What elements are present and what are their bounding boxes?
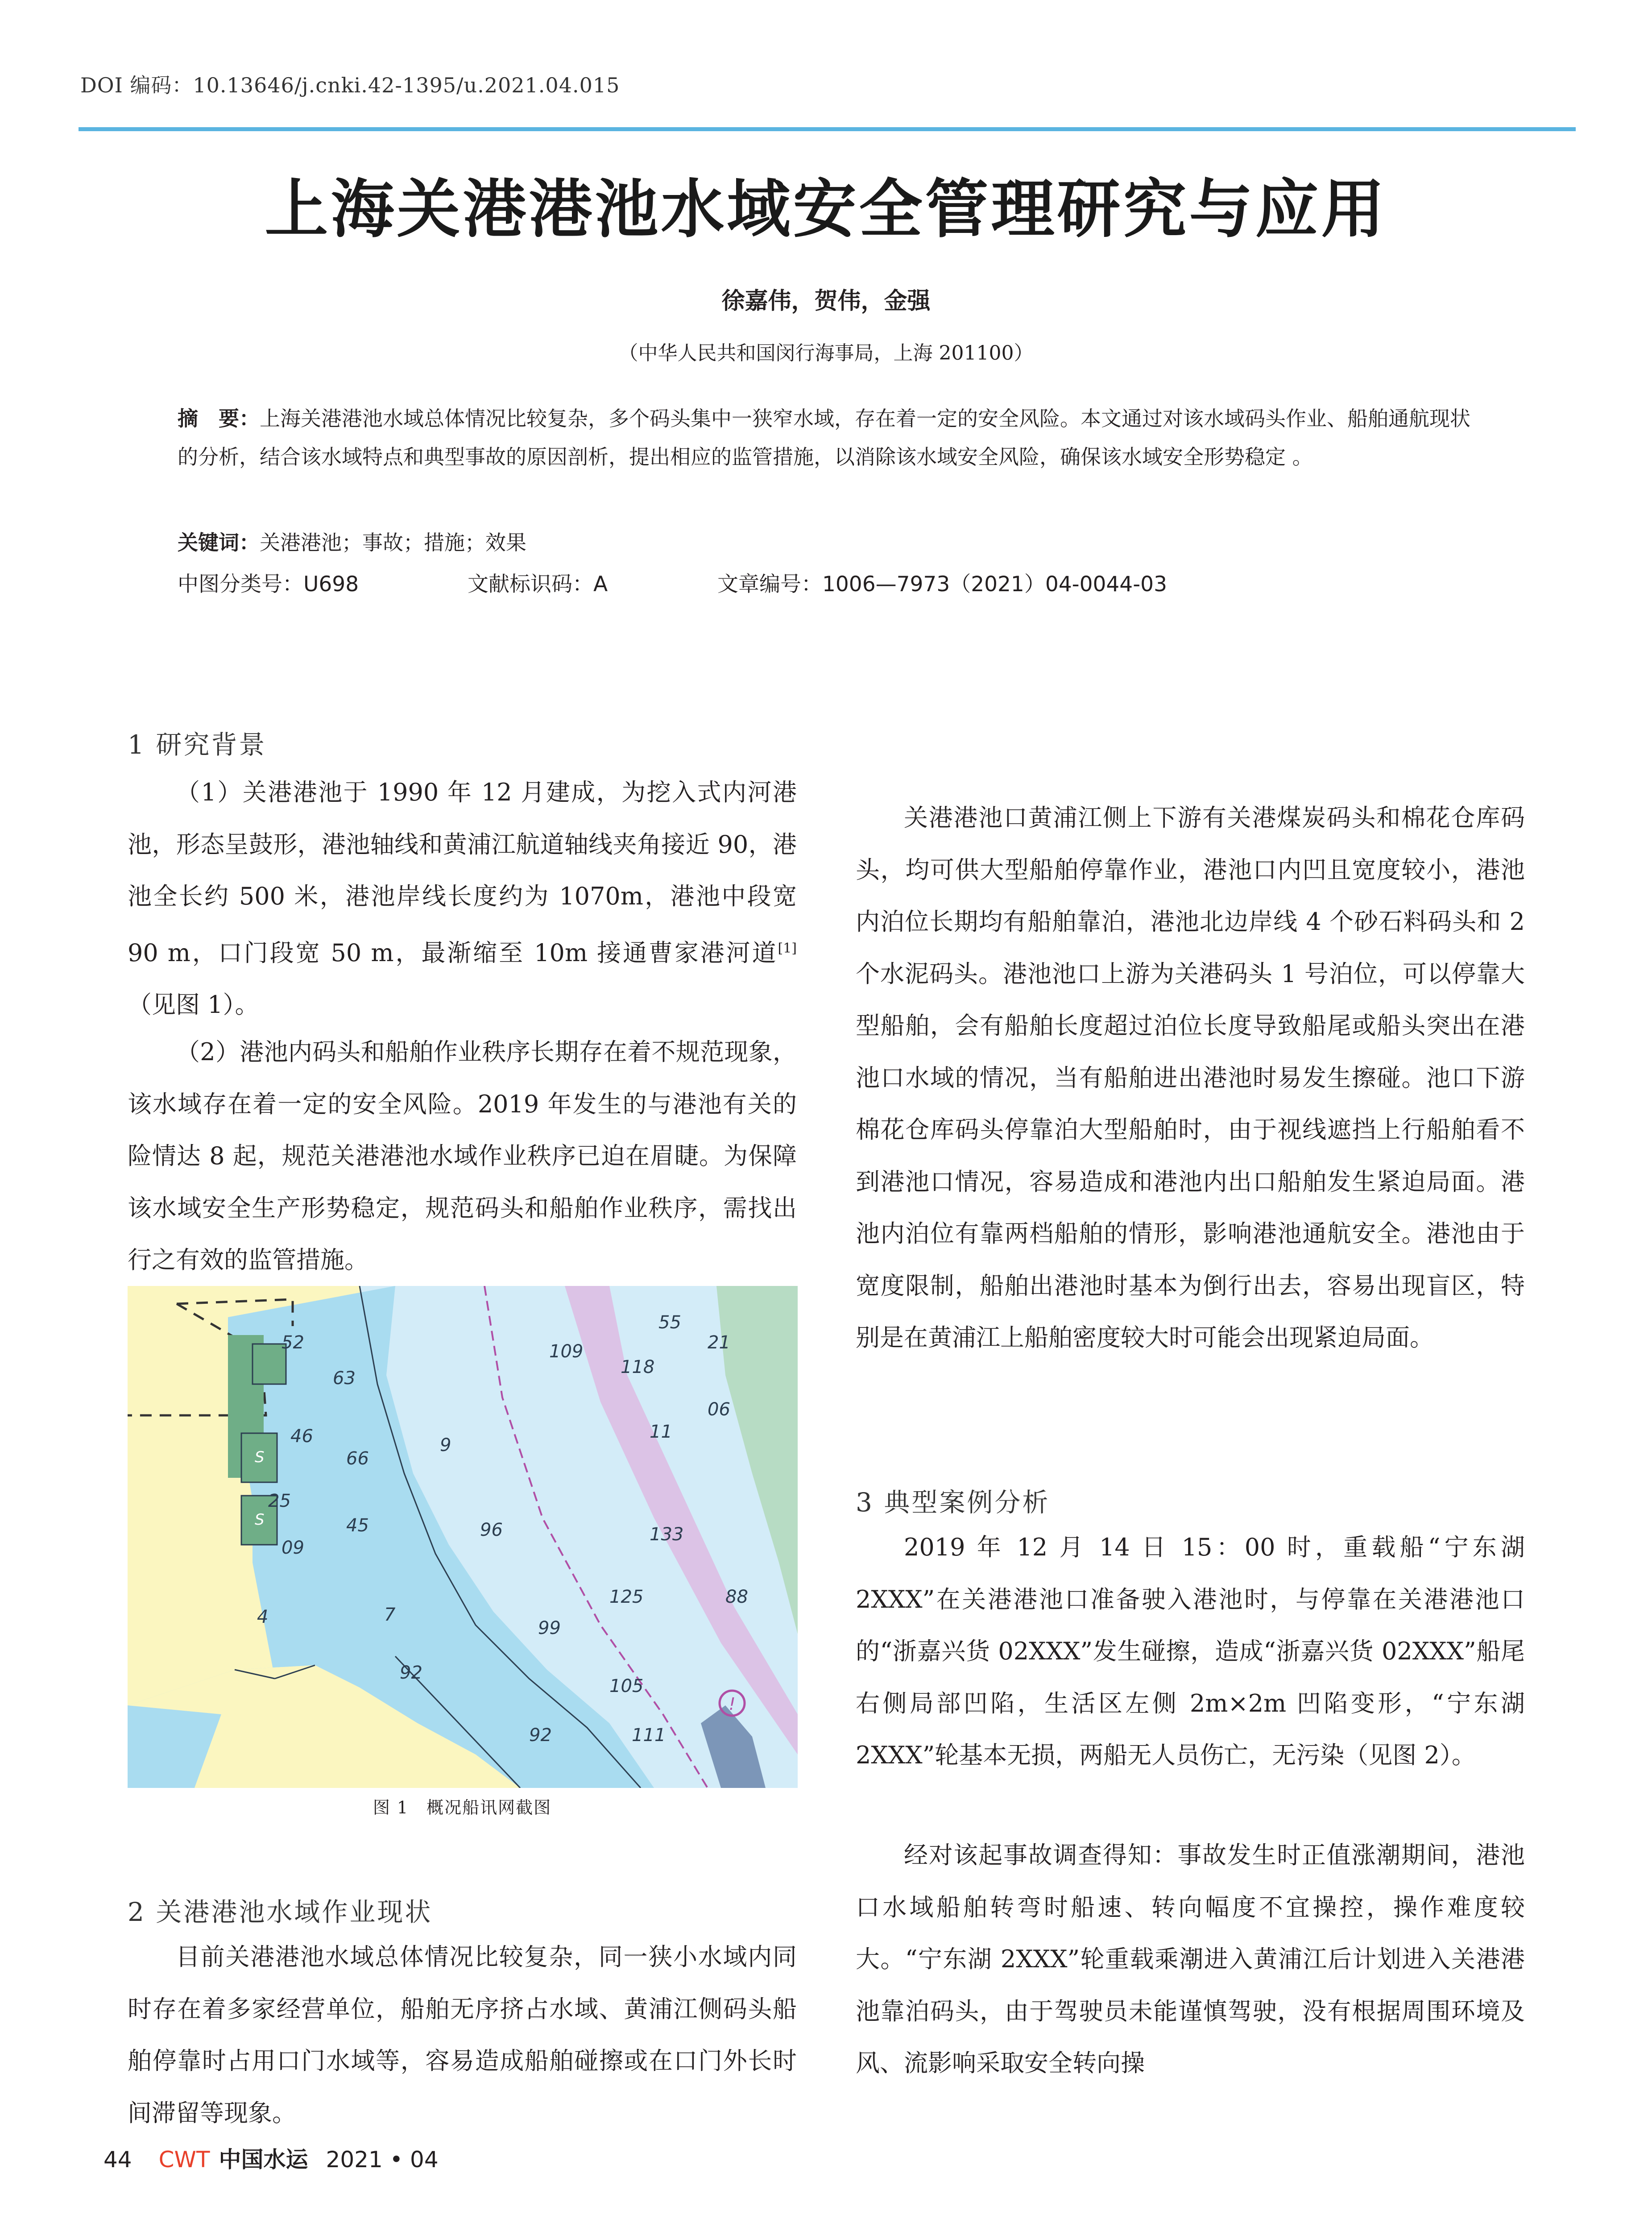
figure-1-caption: 图 1 概况船讯网截图 <box>373 1798 552 1817</box>
berth-1 <box>253 1344 286 1384</box>
depth-label: 55 <box>658 1312 681 1333</box>
berth-mark: S <box>255 1511 265 1529</box>
document-code: 文献标识码：A <box>468 572 608 597</box>
depth-label: 99 <box>538 1618 561 1638</box>
keywords <box>178 527 526 556</box>
keywords-label: 关键词： <box>178 531 260 555</box>
depth-label: 21 <box>708 1332 730 1353</box>
magazine-name: 中国水运 <box>219 2146 308 2173</box>
citation-ref[interactable]: [1] <box>778 940 797 956</box>
section-2-heading: 2 关港港池水域作业现状 <box>128 1897 433 1927</box>
clc-number: 中图分类号：U698 <box>178 572 359 597</box>
depth-label: 96 <box>480 1520 503 1540</box>
authors: 徐嘉伟，贺伟，金强 <box>721 288 931 315</box>
article-number: 文章编号：1006—7973（2021）04-0044-03 <box>717 572 1167 597</box>
keywords-text: 关港港池；事故；措施；效果 <box>260 531 526 555</box>
depth-label: 66 <box>346 1448 369 1469</box>
section-1-paragraph-1 <box>128 767 797 1031</box>
header-rule <box>79 127 1576 131</box>
depth-label: 52 <box>282 1332 304 1353</box>
issue-number: 2021 • 04 <box>326 2147 439 2173</box>
paper-title: 上海关港港池水域安全管理研究与应用 <box>265 172 1387 246</box>
depth-label: 45 <box>346 1515 369 1536</box>
svg-text:!: ! <box>729 1694 736 1714</box>
depth-label: 06 <box>708 1399 730 1420</box>
depth-label: 92 <box>400 1663 422 1683</box>
depth-label: 25 <box>268 1491 291 1511</box>
land-strip <box>128 1487 168 1603</box>
section-3-paragraph-2: 经对该起事故调查得知：事故发生时正值涨潮期间，港池口水域船舶转弯时船速、转向幅度不宜操控，操作难度较大。“宁东湖 2XXX”轮重载乘潮进入黄浦江后计划进入关港港池靠泊码头，由于驾驶员未能谨慎驾驶，没有根据周围环境及风、流影响采取安全转向操 <box>856 1841 1525 2077</box>
depth-label: 105 <box>609 1676 644 1696</box>
depth-label: 4 <box>257 1607 269 1627</box>
section-1-paragraph-1-end: （见图 1）。 <box>128 991 259 1019</box>
page-number: 44 <box>104 2147 132 2173</box>
depth-label: 92 <box>529 1725 552 1746</box>
section-3-heading: 3 典型案例分析 <box>856 1487 1050 1518</box>
depth-label: 118 <box>621 1357 655 1377</box>
page-footer <box>104 2142 439 2174</box>
doi-line: DOI 编码：10.13646/j.cnki.42-1395/u.2021.04.015 <box>80 73 620 97</box>
cwt-logo: CWT <box>158 2147 210 2173</box>
depth-label: 9 <box>440 1435 451 1456</box>
section-2-paragraph-1: 目前关港港池水域总体情况比较复杂，同一狭小水域内同时存在着多家经营单位，船舶无序挤占水域、黄浦江侧码头船舶停靠时占用口门水域等，容易造成船舶碰擦或在口门外长时间滞留等现象。 <box>128 1943 797 2127</box>
classification-line <box>178 568 1167 597</box>
depth-label: 63 <box>333 1368 356 1389</box>
depth-label: 109 <box>549 1341 584 1362</box>
figure-1-map <box>128 1286 798 1788</box>
depth-label: 7 <box>384 1605 396 1625</box>
depth-label: 88 <box>725 1587 748 1607</box>
abstract <box>178 399 1480 476</box>
berth-mark: S <box>255 1448 265 1466</box>
section-3-paragraph-1: 2019 年 12 月 14 日 15：00 时，重载船“宁东湖 2XXX”在关港港池口准备驶入港池时，与停靠在关港港池口的“浙嘉兴货 02XXX”发生碰擦，造成“浙嘉兴货 02XXX”船尾右侧局部凹陷，生活区左侧 2m×2m 凹陷变形，“宁东湖 2XXX”轮基本无损，两船无人员伤亡，无污染（见图 2）。 <box>856 1533 1525 1769</box>
depth-label: 46 <box>290 1426 313 1447</box>
depth-label: 111 <box>632 1725 666 1746</box>
depth-label: 125 <box>609 1587 644 1607</box>
affiliation: （中华人民共和国闵行海事局，上海 201100） <box>618 342 1034 365</box>
section-1-heading: 1 研究背景 <box>128 730 267 760</box>
abstract-text: 上海关港港池水域总体情况比较复杂，多个码头集中一狭窄水域，存在着一定的安全风险。本文通过对该水域码头作业、船舶通航现状的分析，结合该水域特点和典型事故的原因剖析，提出相应的监管措施，以消除该水域安全风险，确保该水域安全形势稳定 。 <box>178 406 1470 469</box>
depth-label: 09 <box>282 1538 304 1558</box>
section-1-paragraph-1-text: （1）关港港池于 1990 年 12 月建成，为挖入式内河港池，形态呈鼓形，港池轴线和黄浦江航道轴线夹角接近 90，港池全长约 500 米，港池岸线长度约为 1070m，港池中段宽 90 m，口门段宽 50 m，最渐缩至 10m 接通曹家港河道 <box>128 778 797 967</box>
section-1-paragraph-2: （2）港池内码头和船舶作业秩序长期存在着不规范现象，该水域存在着一定的安全风险。2019 年发生的与港池有关的险情达 8 起，规范关港港池水域作业秩序已迫在眉睫。为保障该水域安全生产形势稳定，规范码头和船舶作业秩序，需找出行之有效的监管措施。 <box>128 1038 797 1274</box>
depth-label: 133 <box>650 1524 684 1545</box>
abstract-label: 摘 要： <box>178 406 260 431</box>
depth-label: 11 <box>650 1422 672 1442</box>
section-2-paragraph-2: 关港港池口黄浦江侧上下游有关港煤炭码头和棉花仓库码头，均可供大型船舶停靠作业，港池口内凹且宽度较小，港池内泊位长期均有船舶靠泊，港池北边岸线 4 个砂石料码头和 2 个水泥码头。港池池口上游为关港码头 1 号泊位，可以停靠大型船舶，会有船舶长度超过泊位长度导致船尾或船头突出在港池口水域的情况，当有船舶进出港池时易发生擦碰。池口下游棉花仓库码头停靠泊大型船舶时，由于视线遮挡上行船舶看不到港池口情况，容易造成和港池内出口船舶发生紧迫局面。港池内泊位有靠两档船舶的情形，影响港池通航安全。港池由于宽度限制，船舶出港池时基本为倒行出去，容易出现盲区，特别是在黄浦江上船舶密度较大时可能会出现紧迫局面。 <box>856 804 1525 1352</box>
